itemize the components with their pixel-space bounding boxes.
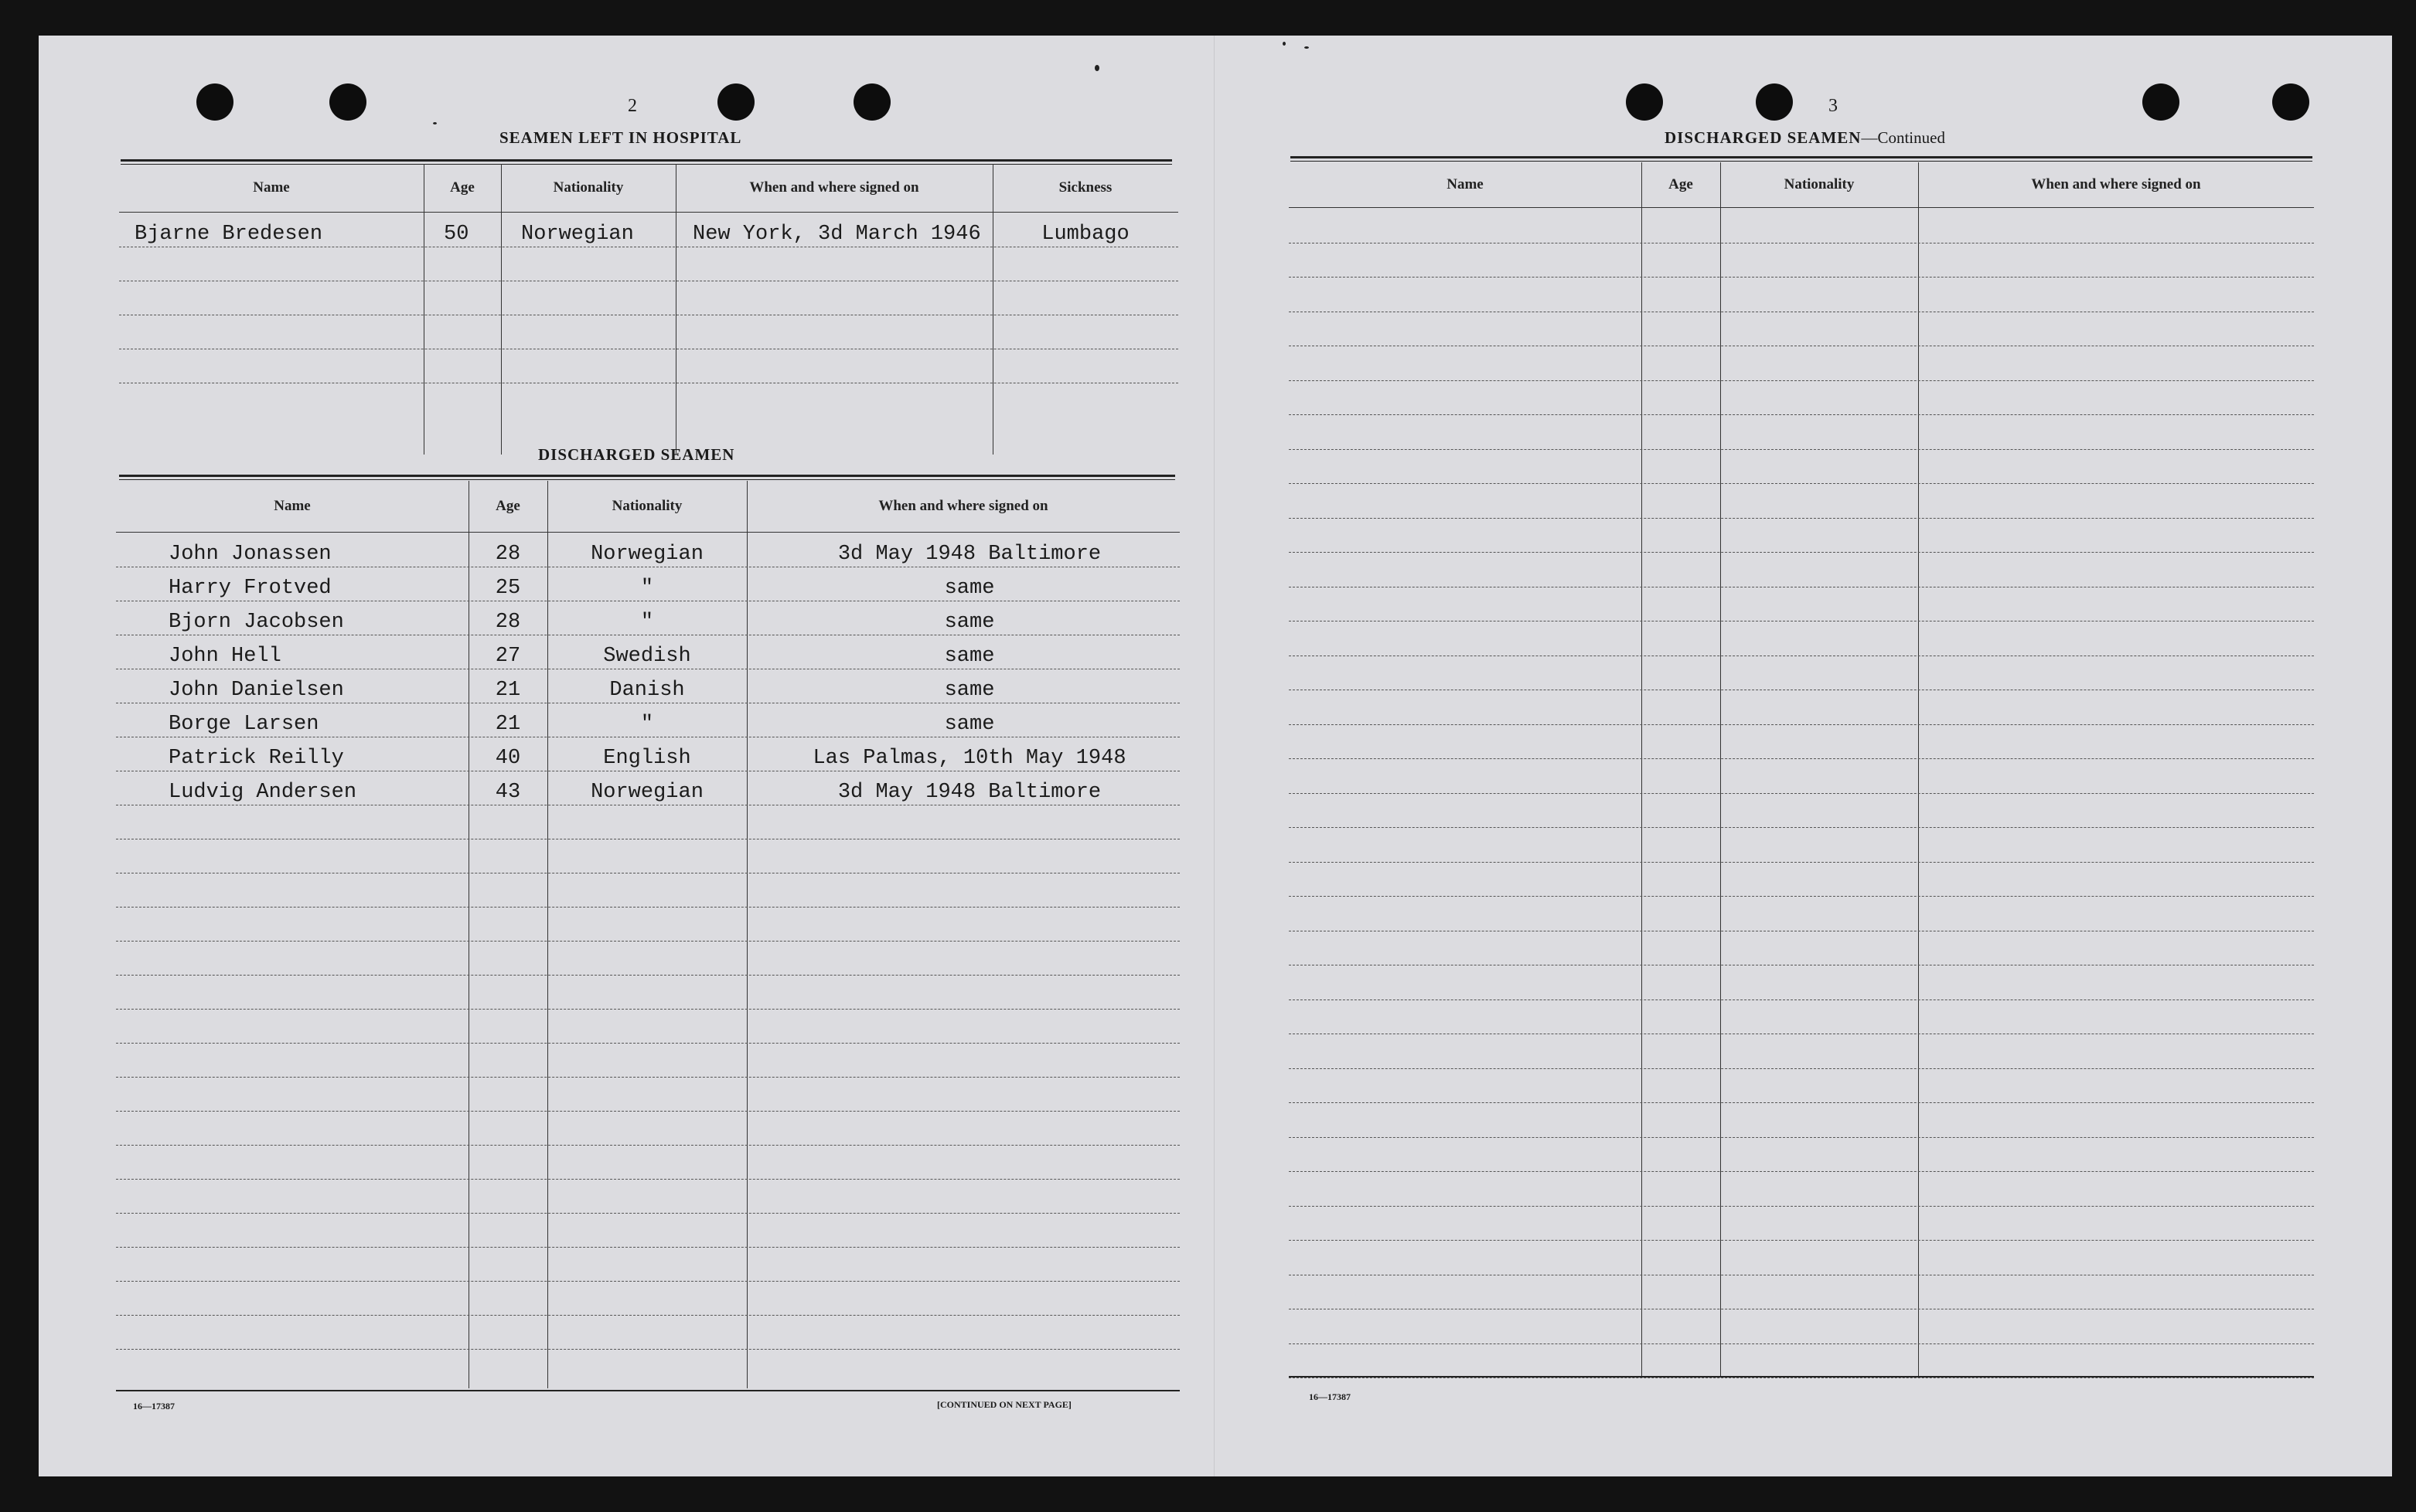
table-row xyxy=(1289,863,2314,897)
document-scan xyxy=(39,36,2392,1476)
table-row xyxy=(116,669,1180,703)
table-row xyxy=(116,567,1180,601)
table-row xyxy=(116,1078,1180,1112)
table-row xyxy=(116,1112,1180,1146)
discharged-rows xyxy=(116,533,1180,1350)
punch-hole xyxy=(854,83,891,121)
table-row xyxy=(1289,312,2314,347)
table-row xyxy=(1289,1138,2314,1173)
signed-on-cell: Las Palmas, 10th May 1948 xyxy=(813,747,1126,770)
continued-section-title xyxy=(1665,128,1945,148)
age-cell: 27 xyxy=(495,645,521,668)
table-row xyxy=(116,737,1180,771)
nationality-cell: Danish xyxy=(609,679,685,702)
nationality-cell: " xyxy=(640,611,654,634)
nationality-cell: Norwegian xyxy=(591,543,704,566)
hospital-table xyxy=(119,164,1178,461)
header-age: Age xyxy=(1668,176,1693,192)
table-row xyxy=(1289,553,2314,587)
hospital-section-title: SEAMEN LEFT IN HOSPITAL xyxy=(499,128,742,147)
signed-on-cell: same xyxy=(944,577,995,600)
table-row xyxy=(1289,381,2314,416)
nationality-cell: Norwegian xyxy=(591,781,704,804)
hospital-table-header xyxy=(119,164,1178,213)
continued-table-header xyxy=(1289,162,2314,208)
punch-hole xyxy=(717,83,755,121)
right-page xyxy=(1214,36,2393,1476)
table-row xyxy=(1289,1309,2314,1344)
table-row xyxy=(1289,278,2314,312)
table-row xyxy=(116,1044,1180,1078)
name-cell: Patrick Reilly xyxy=(169,747,344,770)
table-row xyxy=(1289,621,2314,656)
continued-rows xyxy=(1289,209,2314,1378)
name-cell: John Hell xyxy=(169,645,281,668)
table-row xyxy=(116,839,1180,873)
header-name: Name xyxy=(274,498,311,514)
table-row xyxy=(119,213,1178,247)
signed-on-cell: New York, 3d March 1946 xyxy=(693,223,981,246)
discharged-table-header xyxy=(116,481,1180,533)
continued-note: [CONTINUED ON NEXT PAGE] xyxy=(937,1399,1072,1410)
punch-hole xyxy=(1626,83,1663,121)
table-row xyxy=(116,1214,1180,1248)
double-rule xyxy=(121,159,1172,162)
table-row xyxy=(116,601,1180,635)
header-nationality: Nationality xyxy=(1784,176,1855,192)
page-number: 3 xyxy=(1828,96,1838,116)
age-cell: 28 xyxy=(495,543,521,566)
section-title-suffix: —Continued xyxy=(1861,128,1945,147)
table-row xyxy=(1289,690,2314,725)
table-bottom-rule xyxy=(1289,1376,2314,1377)
table-row xyxy=(116,533,1180,567)
table-row xyxy=(119,247,1178,281)
table-row xyxy=(1289,897,2314,931)
table-row xyxy=(116,976,1180,1010)
scan-speck xyxy=(433,122,437,124)
table-row xyxy=(116,771,1180,805)
table-row xyxy=(116,1316,1180,1350)
table-row xyxy=(116,1282,1180,1316)
double-rule xyxy=(1290,156,2312,158)
header-sickness: Sickness xyxy=(1058,179,1113,196)
name-cell: Harry Frotved xyxy=(169,577,332,600)
name-cell: Borge Larsen xyxy=(169,713,319,736)
page-number: 2 xyxy=(628,96,637,116)
punch-hole xyxy=(329,83,366,121)
table-row xyxy=(116,703,1180,737)
table-row xyxy=(1289,346,2314,381)
header-nationality: Nationality xyxy=(612,498,683,514)
table-row xyxy=(1289,1034,2314,1069)
table-row xyxy=(1289,1172,2314,1207)
age-cell: 43 xyxy=(495,781,521,804)
signed-on-cell: same xyxy=(944,611,995,634)
table-row xyxy=(1289,587,2314,622)
table-row xyxy=(116,635,1180,669)
name-cell: John Danielsen xyxy=(169,679,344,702)
left-page xyxy=(39,36,1214,1476)
hospital-rows xyxy=(119,213,1178,383)
table-row xyxy=(1289,1241,2314,1275)
table-row xyxy=(1289,794,2314,829)
nationality-cell: " xyxy=(640,713,654,736)
header-signed-on: When and where signed on xyxy=(749,179,919,196)
scan-speck xyxy=(1304,46,1309,49)
table-row xyxy=(1289,1344,2314,1379)
header-name: Name xyxy=(253,179,290,196)
table-row xyxy=(1289,519,2314,553)
discharged-section-title: DISCHARGED SEAMEN xyxy=(538,445,735,464)
age-cell: 21 xyxy=(495,679,521,702)
table-row xyxy=(116,1248,1180,1282)
table-row xyxy=(1289,965,2314,1000)
table-row xyxy=(1289,1103,2314,1138)
punch-hole xyxy=(2272,83,2309,121)
table-row xyxy=(116,1146,1180,1180)
signed-on-cell: same xyxy=(944,713,995,736)
signed-on-cell: same xyxy=(944,679,995,702)
header-age: Age xyxy=(496,498,520,514)
punch-hole xyxy=(2142,83,2179,121)
name-cell: John Jonassen xyxy=(169,543,332,566)
nationality-cell: " xyxy=(640,577,654,600)
section-title-main: DISCHARGED SEAMEN xyxy=(1665,128,1862,147)
table-row xyxy=(1289,828,2314,863)
table-row xyxy=(116,1010,1180,1044)
scan-speck xyxy=(1095,65,1099,71)
table-row xyxy=(116,873,1180,908)
table-row xyxy=(1289,450,2314,485)
double-rule xyxy=(119,475,1175,477)
table-row xyxy=(1289,1069,2314,1104)
table-bottom-rule xyxy=(116,1390,1180,1391)
table-row xyxy=(1289,209,2314,243)
nationality-cell: English xyxy=(603,747,691,770)
table-row xyxy=(1289,759,2314,794)
scan-speck xyxy=(1283,42,1286,46)
age-cell: 40 xyxy=(495,747,521,770)
sickness-cell: Lumbago xyxy=(1041,223,1130,246)
table-row xyxy=(1289,415,2314,450)
punch-hole xyxy=(196,83,233,121)
table-row xyxy=(119,349,1178,383)
table-row xyxy=(1289,656,2314,691)
nationality-cell: Swedish xyxy=(603,645,691,668)
name-cell: Bjarne Bredesen xyxy=(135,223,323,246)
table-row xyxy=(116,942,1180,976)
table-row xyxy=(1289,1275,2314,1310)
age-cell: 50 xyxy=(444,223,469,246)
signed-on-cell: 3d May 1948 Baltimore xyxy=(837,543,1102,566)
signed-on-cell: same xyxy=(944,645,995,668)
discharged-table xyxy=(116,481,1180,1425)
age-cell: 21 xyxy=(495,713,521,736)
punch-hole xyxy=(1756,83,1793,121)
table-row xyxy=(1289,484,2314,519)
age-cell: 25 xyxy=(495,577,521,600)
form-number: 16—17387 xyxy=(1309,1391,1351,1402)
header-name: Name xyxy=(1447,176,1484,192)
table-row xyxy=(116,908,1180,942)
table-row xyxy=(119,315,1178,349)
name-cell: Bjorn Jacobsen xyxy=(169,611,344,634)
header-signed-on: When and where signed on xyxy=(878,498,1048,514)
table-row xyxy=(1289,243,2314,278)
header-nationality: Nationality xyxy=(553,179,624,196)
name-cell: Ludvig Andersen xyxy=(169,781,357,804)
form-number: 16—17387 xyxy=(133,1401,175,1412)
table-row xyxy=(1289,1000,2314,1035)
header-signed-on: When and where signed on xyxy=(2031,176,2201,192)
header-age: Age xyxy=(450,179,475,196)
table-row xyxy=(116,805,1180,839)
table-row xyxy=(1289,725,2314,760)
table-row xyxy=(1289,1207,2314,1241)
nationality-cell: Norwegian xyxy=(521,223,634,246)
table-row xyxy=(1289,931,2314,966)
table-row xyxy=(119,281,1178,315)
discharged-continued-table xyxy=(1289,162,2314,1415)
age-cell: 28 xyxy=(495,611,521,634)
table-row xyxy=(116,1180,1180,1214)
signed-on-cell: 3d May 1948 Baltimore xyxy=(837,781,1102,804)
